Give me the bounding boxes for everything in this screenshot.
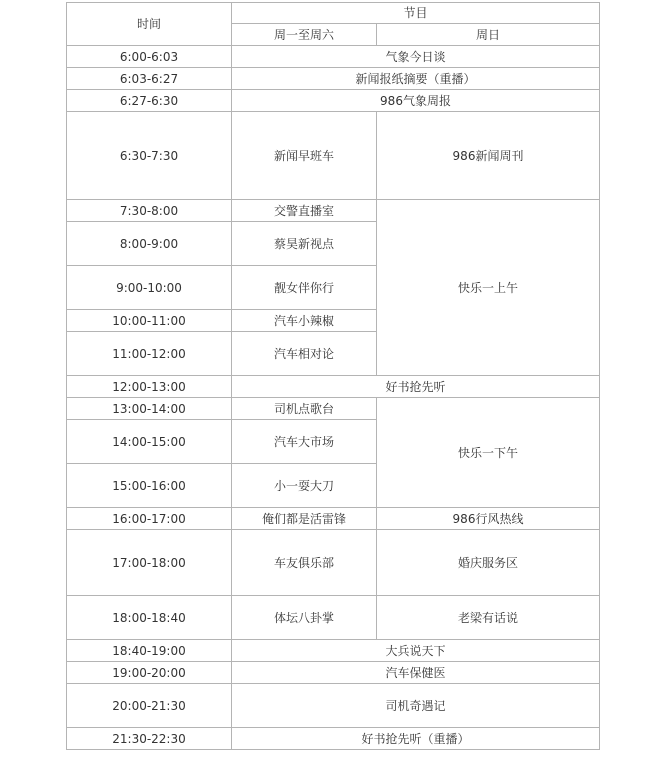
table-row <box>67 376 600 398</box>
program-cell: 司机奇遇记 <box>232 684 600 728</box>
time-cell: 21:30-22:30 <box>67 728 232 750</box>
time-cell: 16:00-17:00 <box>67 508 232 530</box>
program-cell: 好书抢先听（重播） <box>232 728 600 750</box>
time-cell: 20:00-21:30 <box>67 684 232 728</box>
time-cell: 8:00-9:00 <box>67 222 232 266</box>
weekday-program-cell: 汽车小辣椒 <box>232 310 377 332</box>
header-program: 节目 <box>232 3 600 24</box>
time-cell: 11:00-12:00 <box>67 332 232 376</box>
table-row <box>67 662 600 684</box>
weekday-program-cell: 小一耍大刀 <box>232 464 377 508</box>
time-cell: 15:00-16:00 <box>67 464 232 508</box>
time-cell: 12:00-13:00 <box>67 376 232 398</box>
table-row <box>67 530 600 596</box>
program-schedule-table <box>66 2 600 750</box>
weekday-program-cell: 汽车相对论 <box>232 332 377 376</box>
time-cell: 19:00-20:00 <box>67 662 232 684</box>
program-cell: 大兵说天下 <box>232 640 600 662</box>
sunday-program-cell: 老梁有话说 <box>377 596 600 640</box>
time-cell: 9:00-10:00 <box>67 266 232 310</box>
table-header-row <box>67 3 600 24</box>
weekday-program-cell: 司机点歌台 <box>232 398 377 420</box>
sunday-program-cell: 快乐一下午 <box>377 398 600 508</box>
table-row <box>67 596 600 640</box>
weekday-program-cell: 蔡昊新视点 <box>232 222 377 266</box>
table-row <box>67 46 600 68</box>
table-row <box>67 640 600 662</box>
weekday-program-cell: 汽车大市场 <box>232 420 377 464</box>
time-cell: 6:03-6:27 <box>67 68 232 90</box>
sunday-program-cell: 快乐一上午 <box>377 200 600 376</box>
weekday-program-cell: 新闻早班车 <box>232 112 377 200</box>
weekday-program-cell: 交警直播室 <box>232 200 377 222</box>
table-row <box>67 684 600 728</box>
time-cell: 18:40-19:00 <box>67 640 232 662</box>
time-cell: 7:30-8:00 <box>67 200 232 222</box>
header-weekday: 周一至周六 <box>232 24 377 46</box>
sunday-program-cell: 986新闻周刊 <box>377 112 600 200</box>
header-sunday: 周日 <box>377 24 600 46</box>
program-cell: 新闻报纸摘要（重播） <box>232 68 600 90</box>
table-row <box>67 90 600 112</box>
table-row <box>67 68 600 90</box>
sunday-program-cell: 婚庆服务区 <box>377 530 600 596</box>
time-cell: 13:00-14:00 <box>67 398 232 420</box>
time-cell: 6:00-6:03 <box>67 46 232 68</box>
weekday-program-cell: 俺们都是活雷锋 <box>232 508 377 530</box>
header-time: 时间 <box>67 3 232 46</box>
program-cell: 986气象周报 <box>232 90 600 112</box>
table-row <box>67 398 600 420</box>
program-cell: 气象今日谈 <box>232 46 600 68</box>
time-cell: 14:00-15:00 <box>67 420 232 464</box>
weekday-program-cell: 体坛八卦掌 <box>232 596 377 640</box>
time-cell: 17:00-18:00 <box>67 530 232 596</box>
program-cell: 好书抢先听 <box>232 376 600 398</box>
time-cell: 18:00-18:40 <box>67 596 232 640</box>
time-cell: 10:00-11:00 <box>67 310 232 332</box>
table-row <box>67 112 600 200</box>
program-cell: 汽车保健医 <box>232 662 600 684</box>
time-cell: 6:27-6:30 <box>67 90 232 112</box>
table-row <box>67 200 600 222</box>
weekday-program-cell: 靓女伴你行 <box>232 266 377 310</box>
weekday-program-cell: 车友俱乐部 <box>232 530 377 596</box>
time-cell: 6:30-7:30 <box>67 112 232 200</box>
table-row <box>67 508 600 530</box>
table-row <box>67 728 600 750</box>
sunday-program-cell: 986行风热线 <box>377 508 600 530</box>
